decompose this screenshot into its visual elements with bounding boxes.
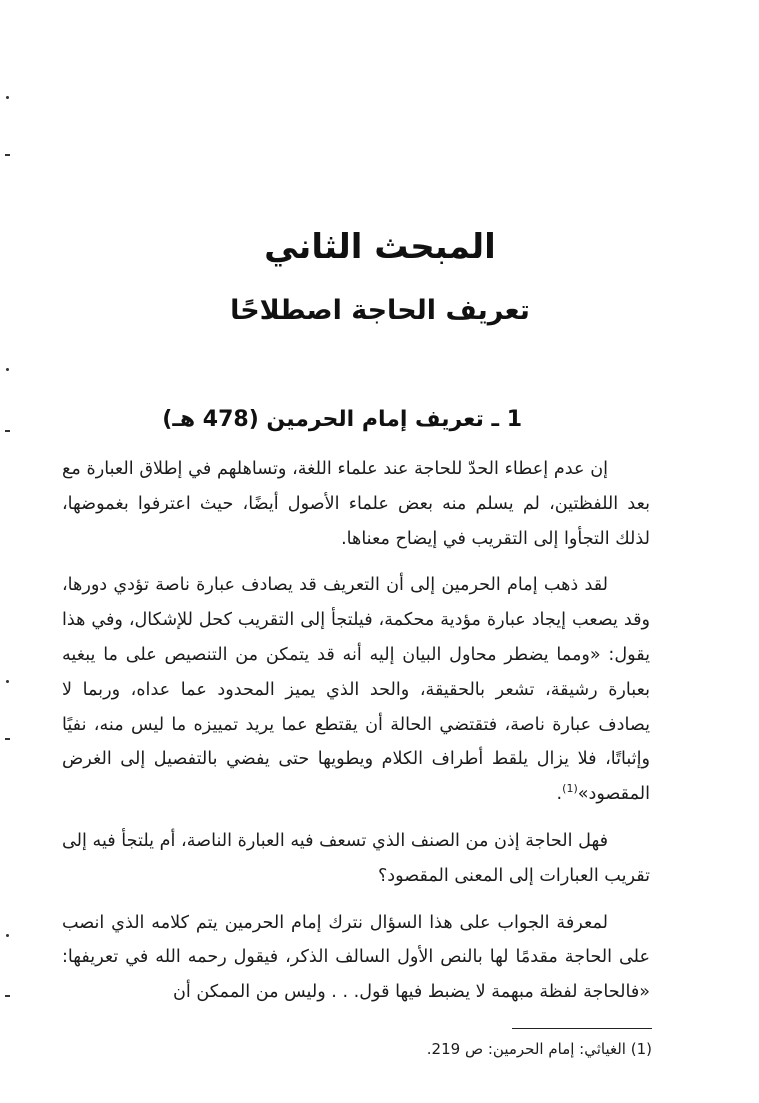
margin-dash — [5, 738, 10, 740]
margin-dot — [6, 96, 9, 99]
footnote-divider — [512, 1028, 652, 1029]
footnote-reference: (1) — [562, 782, 578, 796]
margin-dash — [5, 430, 10, 432]
margin-dash — [5, 995, 10, 997]
section-title: 1 ـ تعريف إمام الحرمين (478 هـ) — [162, 407, 522, 432]
chapter-subheading: تعريف الحاجة اصطلاحًا — [230, 295, 530, 326]
margin-dot — [6, 680, 9, 683]
paragraph-2-text: لقد ذهب إمام الحرمين إلى أن التعريف قد يصادف عبارة ناصة تؤدي دورها، وقد يصعب إيجاد عبارة مؤدية محكمة، فيلتجأ إلى التقريب كحل للإشكال، وفي هذا يقول: «ومما يضطر محاول البيان إليه أنه قد يتمكن من التنصيص على ما يبغيه بعبارة رشيقة، تشعر بالحقيقة، والحد الذي يميز المحدود عما عداه، وربما لا يصادف عبارة ناصة، فتقتضي الحالة أن يقتطع عما يريد تمييزه ما ليس منه، نفيًا وإثباتًا، فلا يزال يلقط أطراف الكلام ويطويها حتى يفضي بالتفصيل إلى الغرض المقصود» — [62, 575, 650, 805]
paragraph-2-end: . — [556, 784, 563, 805]
paragraph-2 — [62, 568, 650, 812]
paragraph-4: لمعرفة الجواب على هذا السؤال نترك إمام الحرمين يتم كلامه الذي انصب على الحاجة مقدمًا لها بالنص الأول السالف الذكر، فيقول رحمه الله في تعريفها: «فالحاجة لفظة مبهمة لا يضبط فيها قول. . . وليس من الممكن أن — [62, 912, 650, 1003]
margin-dash — [5, 154, 10, 156]
body-text — [62, 452, 650, 1022]
paragraph-3: فهل الحاجة إذن من الصنف الذي تسعف فيه العبارة الناصة، أم يلتجأ فيه إلى تقريب العبارات إلى المعنى المقصود؟ — [62, 830, 650, 886]
paragraph-1: إن عدم إعطاء الحدّ للحاجة عند علماء اللغة، وتساهلهم في إطلاق العبارة مع بعد اللفظتين، لم يسلم منه بعض علماء الأصول أيضًا، حيث اعترفوا بغموضها، لذلك التجأوا إلى التقريب في إيضاح معناها. — [62, 459, 650, 549]
margin-dot — [6, 934, 9, 937]
chapter-heading: المبحث الثاني — [264, 227, 496, 267]
footnote: (1) الغياثي: إمام الحرمين: ص 219. — [426, 1040, 652, 1058]
margin-dot — [6, 368, 9, 371]
